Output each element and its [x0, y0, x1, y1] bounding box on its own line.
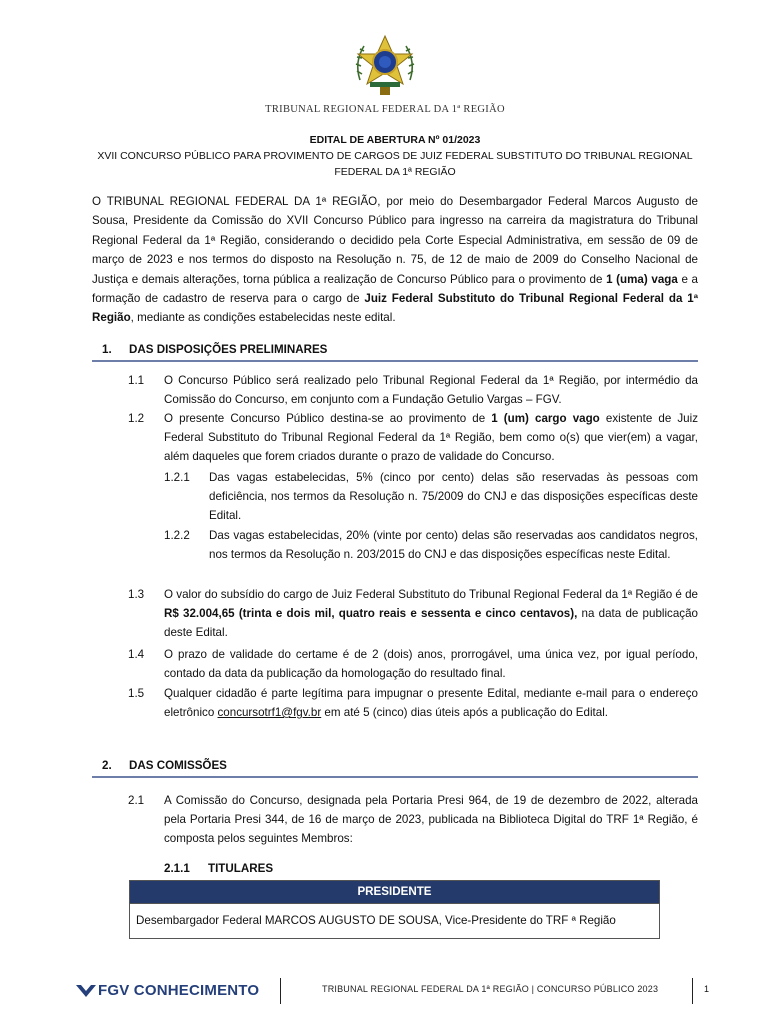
clause-1-2-2 — [164, 526, 698, 564]
document-header — [0, 32, 770, 115]
clause-number: 1.2 — [128, 412, 145, 425]
clause-text — [164, 585, 698, 642]
table-row: Desembargador Federal MARCOS AUGUSTO DE SOUSA, Vice-Presidente do TRF ª Região — [130, 903, 659, 938]
coat-of-arms-icon — [350, 32, 420, 98]
intro-paragraph — [92, 192, 698, 328]
page-number: 1 — [704, 984, 710, 994]
clause-number: 1.4 — [128, 648, 145, 661]
intro-bold-cargo: Juiz Federal Substituto do Tribunal Regional Federal da 1ª Região — [92, 292, 698, 325]
intro-text-1: O TRIBUNAL REGIONAL FEDERAL DA 1ª REGIÃO, por meio do Desembargador Federal Marcos Augusto de Sousa, Presidente da Comissão do XVII Concurso Público para ingresso na carreira da magistratura do Tribunal Regional Federal da 1ª Região, considerando o decidido pela Corte Especial Administrativa, em sessão de 09 de março de 2023 e nos termos do disposto na Resolução n. 75, de 12 de maio de 2009 do Conselho Nacional de Justiça e demais alterações, torna pública a realização de Concurso Público para o provimento de — [92, 195, 698, 286]
fgv-logo-text: FGV CONHECIMENTO — [98, 982, 260, 999]
clause-text-part: existente de Juiz Federal Substituto do Tribunal Regional Federal da 1ª Região, bem como o(s) que vier(em) a vagar, além daqueles que forem criados durante o prazo de validade do Concurso. — [164, 412, 698, 463]
edital-subtitle-line1: XVII CONCURSO PÚBLICO PARA PROVIMENTO DE CARGOS DE JUIZ FEDERAL SUBSTITUTO DO TRIBUNAL REGIONAL — [97, 150, 693, 162]
titulares-label: TITULARES — [208, 862, 274, 875]
clause-1-4 — [128, 645, 698, 683]
footer-divider — [692, 978, 693, 1004]
clause-1-2-1 — [164, 468, 698, 525]
clause-text-part: Qualquer cidadão é parte legítima para impugnar o presente Edital, mediante e-mail para o endereço eletrônico — [164, 687, 698, 719]
clause-number: 1.2.2 — [164, 529, 190, 542]
clause-text: O prazo de validade do certame é de 2 (dois) anos, prorrogável, uma única vez, por igual período, contado da data da publicação da homologação do resultado final. — [164, 648, 698, 680]
edital-title: EDITAL DE ABERTURA Nº 01/2023 — [309, 134, 481, 146]
clause-number: 2.1.1 — [164, 862, 190, 875]
section-heading-1 — [92, 340, 698, 362]
edital-title-block — [92, 132, 698, 180]
footer-divider — [280, 978, 281, 1004]
section-label: DAS COMISSÕES — [129, 759, 227, 772]
clause-text: Das vagas estabelecidas, 5% (cinco por cento) delas são reservadas às pessoas com deficiência, nos termos da Resolução n. 75/2009 do CNJ e das disposições específicas deste Edital. — [209, 471, 698, 522]
intro-text-2: e a formação de cadastro de reserva para o cargo de — [92, 272, 698, 306]
email-link[interactable]: concursotrf1@fgv.br — [217, 706, 322, 719]
edital-subtitle-line2: FEDERAL DA 1ª REGIÃO — [334, 166, 456, 178]
court-name: TRIBUNAL REGIONAL FEDERAL DA 1ª REGIÃO — [265, 104, 505, 115]
footer-text: TRIBUNAL REGIONAL FEDERAL DA 1ª REGIÃO | CONCURSO PÚBLICO 2023 — [322, 984, 659, 994]
table-header: PRESIDENTE — [130, 881, 659, 903]
clause-bold-part: R$ 32.004,65 (trinta e dois mil, quatro reais e sessenta e cinco centavos), — [164, 607, 578, 620]
page-footer — [0, 970, 770, 1010]
clause-text-part: em até 5 (cinco) dias úteis após a publicação do Edital. — [321, 706, 608, 719]
clause-1-1 — [128, 371, 698, 409]
clause-text: Das vagas estabelecidas, 20% (vinte por cento) delas são reservadas aos candidatos negros, nos termos da Resolução n. 203/2015 do CNJ e das disposições específicas neste Edital. — [209, 529, 698, 561]
clause-text-part: O presente Concurso Público destina-se ao provimento de — [164, 412, 492, 425]
section-number: 1. — [102, 343, 112, 356]
section-heading-2 — [92, 756, 698, 778]
clause-number: 1.2.1 — [164, 471, 190, 484]
clause-number: 1.1 — [128, 374, 145, 387]
clause-number: 1.5 — [128, 687, 145, 700]
clause-number: 2.1 — [128, 794, 145, 807]
section-label: DAS DISPOSIÇÕES PRELIMINARES — [129, 343, 328, 356]
clause-bold-part: 1 (um) cargo vago — [491, 412, 600, 425]
clause-1-3 — [128, 585, 698, 642]
clause-1-5 — [128, 684, 698, 722]
fgv-arrow-icon — [76, 983, 96, 999]
clause-text: O Concurso Público será realizado pelo Tribunal Regional Federal da 1ª Região, por intermédio da Comissão do Concurso, em conjunto com a Fundação Getulio Vargas – FGV. — [164, 374, 698, 406]
intro-text-3: , mediante as condições estabelecidas neste edital. — [130, 311, 396, 325]
clause-text — [164, 684, 698, 722]
clause-text-part: O valor do subsídio do cargo de Juiz Federal Substituto do Tribunal Regional Federal da 1ª Região é de — [164, 588, 698, 601]
clause-text — [164, 409, 698, 466]
clause-1-2 — [128, 409, 698, 466]
clause-text: A Comissão do Concurso, designada pela Portaria Presi 964, de 19 de dezembro de 2022, alterada pela Portaria Presi 344, de 16 de março de 2023, publicada na Biblioteca Digital do TRF 1ª Região, é composta pelos seguintes Membros: — [164, 794, 698, 845]
members-table — [129, 880, 660, 939]
intro-bold-vaga: 1 (uma) vaga — [606, 272, 678, 286]
section-number: 2. — [102, 759, 112, 772]
clause-2-1 — [128, 791, 698, 848]
clause-text-part: na data de publicação deste Edital. — [164, 607, 698, 639]
clause-number: 1.3 — [128, 588, 145, 601]
